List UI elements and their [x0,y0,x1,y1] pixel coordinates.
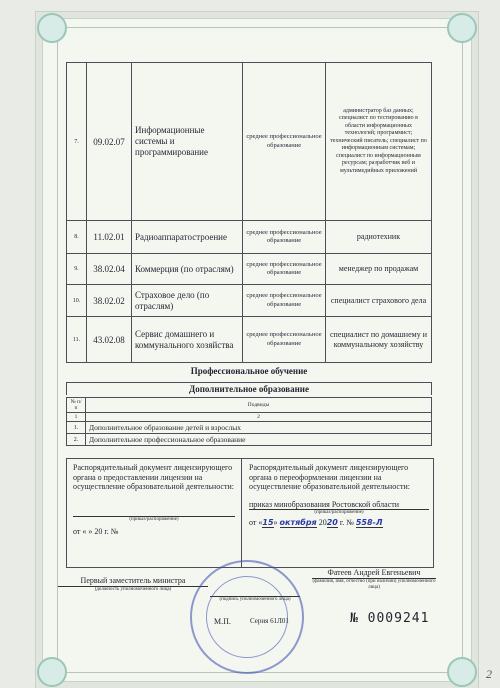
education-level: среднее профессиональное образование [243,285,326,317]
signatory-name [312,568,436,591]
section-heading-professional: Профессиональное обучение [190,366,308,376]
signature-hint: (подпись уполномоченного лица) [219,597,291,602]
row-number: 1. [67,422,86,434]
table-index-row [67,413,432,422]
specialty-name: Страховое дело (по отраслям) [132,285,243,317]
specialty-name: Информационные системы и программирование [132,63,243,221]
row-number: 7. [67,63,87,221]
handwritten-day: 15 [262,518,274,528]
qualification: администратор баз данных; специалист по тестированию в области информационных технологий; программист; технический писатель; специалист по информационным системам; специалист по информационным ресурсам; разработчик веб и мультимедийных приложений [326,63,432,221]
table-row [67,285,432,317]
index-number: 1 [67,413,86,422]
signatory-position [58,576,208,593]
education-level: среднее профессиональное образование [243,254,326,285]
reissue-date-line [249,518,429,528]
specialty-code: 43.02.08 [87,317,132,363]
subtype-label: Дополнительное образование детей и взрослых [86,422,432,434]
specialty-name: Сервис домашнего и коммунального хозяйства [132,317,243,363]
specialty-code: 09.02.07 [87,63,132,221]
name-hint: (фамилия, имя, отчество (при наличии) уполномоченного лица) [312,578,436,590]
order-hint: (приказ/распоряжение) [129,516,179,522]
doc-issue-title: Распорядительный документ лицензирующего органа о предоставлении лицензии на осуществление образовательной деятельности: [73,463,234,492]
order-hint: (приказ/распоряжение) [314,510,364,516]
education-level: среднее профессиональное образование [243,221,326,254]
doc-issue-column [73,463,235,536]
year-prefix: 20 [318,518,327,528]
corner-ornament [37,657,67,687]
additional-education-table [66,397,432,446]
corner-ornament [37,13,67,43]
row-number: 8. [67,221,87,254]
handwritten-month: октября [279,518,317,528]
subtype-label: Дополнительное профессиональное образование [86,434,432,446]
index-title: 2 [86,413,432,422]
qualification: специалист по домашнему и коммунальному хозяйству [326,317,432,363]
date-mid: » [273,518,278,528]
issue-date-line: от « » 20 г. № [73,526,119,536]
table-row [67,434,432,446]
table-row [67,254,432,285]
specialty-code: 38.02.02 [87,285,132,317]
qualification: радиотехник [326,221,432,254]
education-level: среднее профессиональное образование [243,63,326,221]
row-number: 2. [67,434,86,446]
specialty-code: 38.02.04 [87,254,132,285]
order-blank-line [73,506,235,517]
column-header-subtypes: Подвиды [86,398,432,413]
table-row [67,221,432,254]
form-serial-number: № 0009241 [350,611,430,626]
qualification: специалист страхового дела [326,285,432,317]
doc-reissue-column [249,463,429,528]
row-number: 10. [67,285,87,317]
table-header-row [67,398,432,413]
table-row [67,63,432,221]
row-number: 9. [67,254,87,285]
specialty-code: 11.02.01 [87,221,132,254]
mp-label: М.П. [214,617,231,626]
specialty-name: Радиоаппаратостроение [132,221,243,254]
section-heading-additional: Дополнительное образование [66,382,432,395]
position-text: Первый заместитель министра [58,576,208,587]
table-row [67,422,432,434]
table-row [67,317,432,363]
specialties-table [66,62,432,363]
row-number: 11. [67,317,87,363]
position-hint: (должность уполномоченного лица) [94,586,172,592]
licensing-documents-box [66,458,434,568]
date-prefix: от « [249,518,263,528]
doc-reissue-title: Распорядительный документ лицензирующего органа о переоформлении лицензии на осуществление образовательной деятельности: [249,463,410,492]
specialty-name: Коммерция (по отраслям) [132,254,243,285]
page-number-mark: 2 [486,667,492,681]
qualification: менеджер по продажам [326,254,432,285]
column-header-number: № п/п [67,398,86,413]
name-text: Фатеев Андрей Евгеньевич [312,568,436,579]
corner-ornament [447,657,477,687]
handwritten-year: 20 [326,518,338,528]
corner-ornament [447,13,477,43]
reissue-order: приказ минобразования Ростовской области [249,500,429,511]
form-series: Серия 61Л01 [250,617,289,625]
education-level: среднее профессиональное образование [243,317,326,363]
column-divider [241,459,242,567]
handwritten-number: 558-Л [355,518,383,528]
number-prefix: г. № [339,518,354,528]
